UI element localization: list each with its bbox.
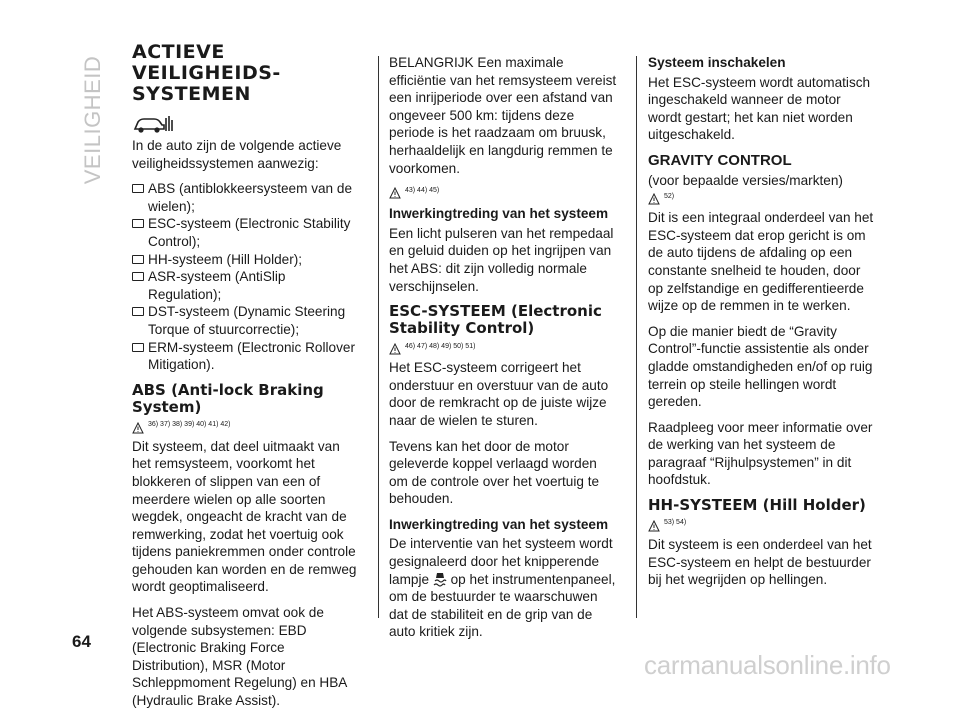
subheading: Systeem inschakelen xyxy=(648,55,786,70)
bullet-icon xyxy=(132,219,144,228)
bullet-icon xyxy=(132,272,144,281)
esc-heading: ESC-SYSTEEM (Electronic Stability Control) xyxy=(389,302,602,338)
list-item: DST-systeem (Dynamic Steering Torque of stuurcorrectie); xyxy=(132,303,360,338)
important-note: BELANGRIJK Een maximale efficiëntie van het remsysteem vereist een inrijperiode over een afstand van ongeveer 500 km: tijdens deze periode is het raadzaam om bruusk, herhaaldelijk en langdurig remmen te voorkomen. xyxy=(389,55,617,176)
warning-icon xyxy=(389,343,401,355)
list-item: ERM-systeem (Electronic Rollover Mitigation). xyxy=(132,339,360,374)
warning-icon xyxy=(132,422,144,434)
paragraph: De interventie van het systeem wordt gesignaleerd door het knipperende lampje op het instrumentenpaneel, om de bestuurder te waarschuwen dat de stabiliteit en de grip van de auto kritiek zijn. xyxy=(389,536,616,640)
paragraph: Dit systeem is een onderdeel van het ESC-systeem en helpt de bestuurder bij het wegrijden op hellingen. xyxy=(648,537,872,588)
column-1 xyxy=(132,42,360,718)
warning-refs: 36) 37) 38) 39) 40) 41) 42) xyxy=(132,420,360,434)
gravity-subtitle: (voor bepaalde versies/markten) xyxy=(648,172,843,188)
warning-icon xyxy=(648,193,660,205)
abs-heading: ABS (Anti-lock Braking System) xyxy=(132,380,324,416)
bullet-icon xyxy=(132,184,144,193)
bullet-icon xyxy=(132,307,144,316)
side-tab xyxy=(70,55,116,185)
warning-refs: 53) 54) xyxy=(648,518,874,532)
column-divider xyxy=(378,56,379,618)
warning-icon xyxy=(648,520,660,532)
bullet-icon xyxy=(132,343,144,352)
paragraph: Op die manier biedt de “Gravity Control”-functie assistentie als onder gladde omstandigheden en/of op ruig terrein op steile hellingen wordt gereden. xyxy=(648,323,873,410)
subheading: Inwerkingtreding van het systeem xyxy=(389,516,609,532)
paragraph: Tevens kan het door de motor geleverde koppel verlaagd worden om de controle over het voertuig te behouden. xyxy=(389,438,600,507)
warning-refs: 46) 47) 48) 49) 50) 51) xyxy=(389,341,617,355)
gravity-heading: GRAVITY CONTROL xyxy=(648,151,792,169)
abs-paragraph: Dit systeem, dat deel uitmaakt van het remsysteem, voorkomt het blokkeren of slippen van een of meerdere wielen op alle soorten wegdek, ongeacht de kracht van de remwerking, zodat het voertuig ook tijdens paniekremmen onder controle gehouden kan worden en de remweg wordt geoptimaliseerd. xyxy=(132,438,357,595)
paragraph: Dit is een integraal onderdeel van het ESC-systeem dat erop gericht is om de auto tijdens de afdaling op een constante snelheid te houden, door op zelfstandige en gedifferentieerde wijze op de remmen in te werken. xyxy=(648,210,874,314)
column-3 xyxy=(648,54,874,597)
car-systems-icon xyxy=(132,113,174,135)
paragraph: Het ESC-systeem corrigeert het onderstuur en overstuur van de auto door de remkracht op de juiste wijze naar de wielen te sturen. xyxy=(389,360,609,428)
systems-list xyxy=(132,180,360,374)
list-item: ASR-systeem (AntiSlip Regulation); xyxy=(132,268,360,303)
column-divider xyxy=(636,56,637,618)
intro-text: In de auto zijn de volgende actieve veiligheidssystemen aanwezig: xyxy=(132,138,342,171)
paragraph: Raadpleeg voor meer informatie over de werking van het systeem de paragraaf “Rijhulpsystemen” in dit hoofdstuk. xyxy=(648,419,873,488)
column-2 xyxy=(389,54,617,649)
warning-refs: 43) 44) 45) xyxy=(389,185,617,199)
list-item: HH-systeem (Hill Holder); xyxy=(132,251,360,269)
abs-paragraph: Het ABS-systeem omvat ook de volgende subsystemen: EBD (Electronic Braking Force Distribution), MSR (Motor Schleppmoment Regelung) en HBA (Hydraulic Brake Assist). xyxy=(132,605,347,709)
paragraph: Een licht pulseren van het rempedaal en geluid duiden op het ingrijpen van het ABS: dit zijn volledig normale verschijnselen. xyxy=(389,225,614,294)
watermark: carmanualsonline.info xyxy=(644,650,891,680)
paragraph: Het ESC-systeem wordt automatisch ingeschakeld wanneer de motor wordt gestart; het kan niet worden uitgeschakeld. xyxy=(648,74,871,143)
page-number: 64 xyxy=(72,632,91,651)
side-tab-label: VEILIGHEID xyxy=(80,55,106,185)
subheading: Inwerkingtreding van het systeem xyxy=(389,206,609,222)
section-title: ACTIEVE VEILIGHEIDS-SYSTEMEN xyxy=(132,41,281,105)
list-item: ESC-systeem (Electronic Stability Control); xyxy=(132,215,360,250)
esc-warning-lamp-icon xyxy=(433,571,447,587)
warning-refs: 52) xyxy=(648,191,874,205)
bullet-icon xyxy=(132,255,144,264)
hh-heading: HH-SYSTEEM (Hill Holder) xyxy=(648,496,866,515)
list-item: ABS (antiblokkeersysteem van de wielen); xyxy=(132,180,360,215)
warning-icon xyxy=(389,187,401,199)
